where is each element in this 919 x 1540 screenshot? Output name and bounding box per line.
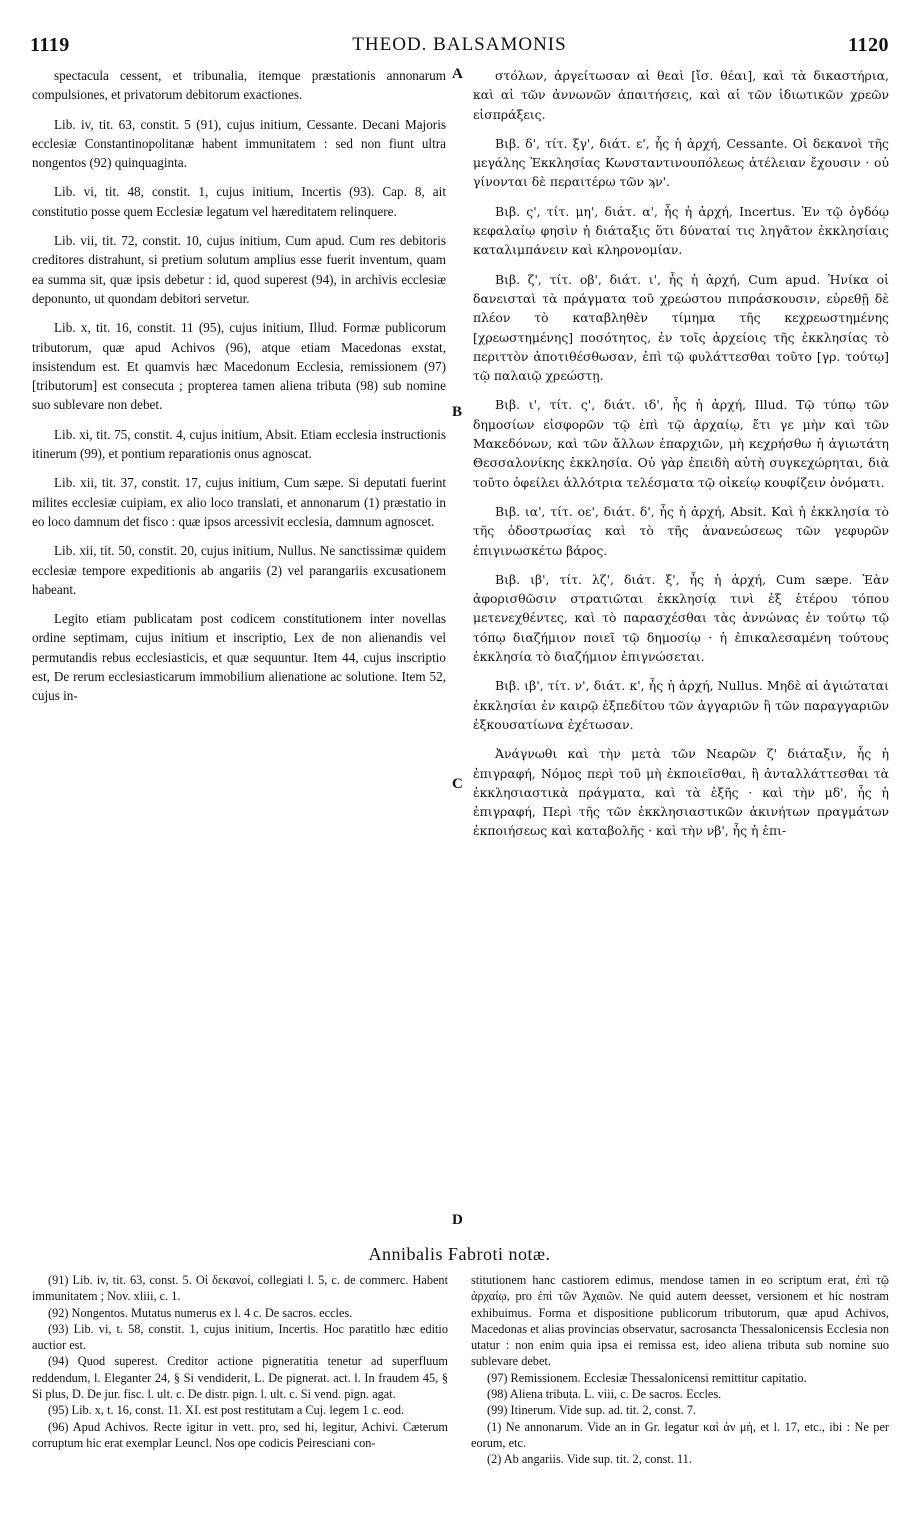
latin-paragraph: Lib. xii, tit. 50, constit. 20, cujus initium, Nullus. Ne sanctissimæ quidem ecclesiæ tempore expeditionis ab angariis (2) vel parangariis excusationem habeant. <box>32 543 446 597</box>
footnote: (94) Quod superest. Creditor actione pigneratitia tenetur ad superfluum reddendum, l. Eleganter 24, § Si vendiderit, L. De pignerat. act. l. In fraudem 45, § Si plus, D. De jur. fisc. l. ult. c. De distr. pign. l. ult. c. Si vend. pign. agat. <box>32 1354 448 1402</box>
greek-paragraph: Βιβ. δ', τίτ. ξγ', διάτ. ε', ἧς ἡ ἀρχή, Cessante. Οἱ δεκανοὶ τῆς μεγάλης Ἐκκλησίας Κωνσταντινουπόλεως ἀτέλειαν ἔχουσιν · οὐ γίνονται δὲ περαιτέρω τῶν ϡν'. <box>473 135 889 190</box>
latin-paragraph: Lib. vi, tit. 48, constit. 1, cujus initium, Incertis (93). Cap. 8, ait constitutio posse quem Ecclesiæ legatum vel hæreditatem relinquere. <box>32 184 446 219</box>
greek-paragraph: στόλων, ἀργείτωσαν αἱ θεαὶ [ἴσ. θέαι], καὶ τὰ δικαστήρια, καὶ αἱ τῶν ἀννωνῶν ἀπαιτήσεις, καὶ αἱ τῶν ἰδιωτικῶν χρεῶν εἰσπράξεις. <box>473 68 889 122</box>
latin-paragraph: Lib. x, tit. 16, constit. 11 (95), cujus initium, Illud. Formæ publicorum tributorum, quæ apud Achivos (96), atque etiam Macedonas exstat, insistendum est. Et quamvis hæc Macedonum Ecclesia, remissionem (97) [tributorum] est consecuta ; propterea tamen aliena tributa (98) sub nomine suo sublevare non debet. <box>32 320 446 413</box>
latin-paragraph: Lib. xi, tit. 75, constit. 4, cujus initium, Absit. Etiam ecclesia instructionis itinerum (99), et pontium reparationis onus agnoscat. <box>32 426 446 462</box>
notes-left-column <box>32 1272 448 1451</box>
footnote: (1) Ne annonarum. Vide an in Gr. legatur καὶ ἀν μὴ, et l. 17, etc., ibi : Ne per eorum, etc. <box>471 1419 889 1450</box>
page-number-left: 1119 <box>30 34 70 56</box>
footnote: (2) Ab angariis. Vide sup. tit. 2, const. 11. <box>487 1452 692 1467</box>
notes-title: Annibalis Fabroti notæ. <box>368 1244 551 1264</box>
footnote: (98) Aliena tributa. L. viii, c. De sacros. Eccles. <box>487 1387 722 1402</box>
latin-paragraph: spectacula cessent, et tribunalia, itemque præstationis annonarum compulsiones, et privatorum debitorum exactiones. <box>32 68 446 103</box>
latin-paragraph: Legito etiam publicatam post codicem constitutionem inter novellas ordine septimam, cujus initium et inscriptio, Lex de non alienandis vel permutandis rebus ecclesiasticis, et quæ sequuntur. Item 44, cujus inscriptio est, De rerum ecclesiasticarum immobilium alienatione ac solutione. Item 52, cujus in- <box>32 611 446 704</box>
latin-paragraph: Lib. iv, tit. 63, constit. 5 (91), cujus initium, Cessante. Decani Majoris ecclesiæ Constantinopolitanæ habent immunitatem : sed non fiunt ultra nongentos (92) quinquaginta. <box>32 116 446 171</box>
notes-right-column <box>471 1272 889 1468</box>
page-number-right: 1120 <box>848 34 889 56</box>
greek-paragraph: Βιβ. ια', τίτ. οε', διάτ. δ', ἧς ἡ ἀρχή, Absit. Καὶ ἡ ἐκκλησία τὸ τῆς ὁδοστρωσίας καὶ τὸ τῆς ἀνανεώσεως τῶν γεφυρῶν ἐπιγινωσκέτω βάρος. <box>473 503 889 558</box>
margin-marker-b: B <box>452 404 463 420</box>
latin-paragraph: Lib. xii, tit. 37, constit. 17, cujus initium, Cum sæpe. Si deputati fuerint milites ecclesiæ cuipiam, ex alio loco translati, et annonarum (1) præstatio in eo loco damnum det fisco : quæ ipsos arcessivit ecclesia, damnum agnoscet. <box>32 475 446 529</box>
footnote: (93) Lib. vi, t. 58, constit. 1, cujus initium, Incertis. Hoc paratitlo hæc editio auctior est. <box>32 1321 448 1353</box>
margin-marker-c: C <box>452 776 463 792</box>
greek-paragraph: Βιβ. ζ', τίτ. οβ', διάτ. ι', ἧς ἡ ἀρχή, Cum apud. Ἡνίκα οἱ δανεισταὶ τὰ πράγματα τοῦ χρεώστου πιπράσκουσιν, εὑρεθῇ δὲ πλέον τὸ καταβληθὲν τίμημα τῆς κεχρεωστημένης [χρεωστημένης] ποσότητος, ἐν τοῖς ἀρχείοις τῆς ἐκκλησίας τὸ περιττὸν ἀποτιθέσθωσαν, ἐπὶ τῷ φυλάττεσθαι τοῦτο [γρ. τούτῳ] τῷ παλαιῷ χρεώστῃ. <box>473 271 889 384</box>
greek-paragraph: Ἀνάγνωθι καὶ τὴν μετὰ τῶν Νεαρῶν ζ' διάταξιν, ἧς ἡ ἐπιγραφή, Νόμος περὶ τοῦ μὴ ἐκποιεῖσθαι, ἢ ἀνταλλάττεσθαι τὰ ἐκκλησιαστικὰ πράγματα, καὶ τὰ ἑξῆς · καὶ τὴν μδ', ἧς ἡ ἐπιγραφή, Περὶ τῆς τῶν ἐκκλησιαστικῶν ἀκινήτων πραγμάτων ἐκποιήσεως καὶ καταβολῆς · καὶ τὴν νβ', ἧς ἡ ἐπι- <box>473 746 889 839</box>
footnote: (92) Nongentos. Mutatus numerus ex l. 4 c. De sacros. eccles. <box>48 1305 353 1320</box>
greek-paragraph: Βιβ. ιβ', τίτ. ν', διάτ. κ', ἧς ἡ ἀρχή, Nullus. Μηδὲ αἱ ἁγιώταται ἐκκλησίαι ἐν καιρῷ ἐξπεδίτου τῶν ἀγγαριῶν ἢ τῶν παραγγαριῶν ἐξκουσατίωνα ἐχέτωσαν. <box>473 678 889 732</box>
latin-paragraph: Lib. vii, tit. 72, constit. 10, cujus initium, Cum apud. Cum res debitoris creditores distrahunt, si pretium solutum amplius esse fuerit inventum, quam ea summa sit, quæ ipsis debetur : id, quod superest (94), in archivis ecclesiæ deponunto, ut quondam debitori servetur. <box>32 233 446 306</box>
footnote: (91) Lib. iv, tit. 63, const. 5. Οἱ δεκανοί, collegiati l. 5, c. de commerc. Habent immunitatem ; Nov. xliii, c. 1. <box>32 1273 448 1304</box>
footnote: (97) Remissionem. Ecclesiæ Thessalonicensi remittitur capitatio. <box>487 1370 807 1385</box>
latin-column <box>32 66 446 706</box>
footnote: stitutionem hanc castiorem edimus, mendose tamen in eo scriptum erat, ἐπὶ τῷ ἀρχαίῳ, pro ἐπὶ τῶν Ἀχαιῶν. Ne quid autem deesset, versionem et hic nostram exhibuimus. Forma et dispositione publicorum tributorum, quæ apud Achivos, Macedonas et alias provincias observatur, sacrosancta Thessalonicensis Ecclesia non utatur : non enim quia ipsa ei remissa est, ideo aliena tributa sub nomine suo sublevare debet. <box>471 1273 889 1369</box>
margin-marker-a: A <box>452 66 463 82</box>
margin-marker-d: D <box>452 1212 463 1228</box>
footnote: (99) Itinerum. Vide sup. ad. tit. 2, const. 7. <box>487 1403 697 1418</box>
greek-paragraph: Βιβ. ι', τίτ. ς', διάτ. ιδ', ἧς ἡ ἀρχή, Illud. Τῷ τύπῳ τῶν δημοσίων εἰσφορῶν τῷ ἐπὶ τῷ ἀρχαίῳ, ἔτι γε μὴν καὶ τῶν Μακεδόνων, καὶ τῶν ἄλλων ἐπαρχιῶν, μὴ κεχρήσθω ἡ ἁγιωτάτη Θεσσαλονίκης ἐκκλησία. Οὐ γὰρ ἐπειδὴ αὐτὴ συγκεχώρηται, διὰ τοῦτο ὀφείλει ἀλλότρια τελέσματα τῷ οἰκείῳ κουφίζειν ὀνόματι. <box>473 397 889 490</box>
footnote: (95) Lib. x, t. 16, const. 11. XI. est post restitutam a Cuj. legem 1 c. eod. <box>48 1403 405 1418</box>
greek-paragraph: Βιβ. ς', τίτ. μη', διάτ. α', ἧς ἡ ἀρχή, Incertus. Ἐν τῷ ὀγδόῳ κεφαλαίῳ φησὶν ἡ διάταξις ὅτι δύναταί τις ληγᾶτον ἐκκλησίαις καταλιμπάνειν καὶ κληρονομίαν. <box>473 203 889 258</box>
running-title: THEOD. BALSAMONIS <box>352 34 567 55</box>
greek-column <box>473 66 889 841</box>
footnote: (96) Apud Achivos. Recte igitur in vett. pro, sed hi, legitur, Achivi. Cæterum corruptum hic erat exemplar Leuncl. Nos ope codicis Peiresciani con- <box>32 1419 448 1450</box>
greek-paragraph: Βιβ. ιβ', τίτ. λζ', διάτ. ξ', ἧς ἡ ἀρχή, Cum sæpe. Ἐὰν ἀφορισθῶσιν στρατιῶται ἐκκλησίᾳ τινὶ ἐξ ἑτέρου τόπου μετενεχθέντες, καὶ τὸ παρασχέσθαι τὰς ἀννώνας ἐν τούτῳ τῷ τόπῳ διαζήμιον ποιεῖ τῷ δημοσίῳ · ἡ ἐπικαλεσαμένη τούτους ἐκκλησία τὸ διαζήμιον ἐπιγνώσεται. <box>473 571 889 665</box>
